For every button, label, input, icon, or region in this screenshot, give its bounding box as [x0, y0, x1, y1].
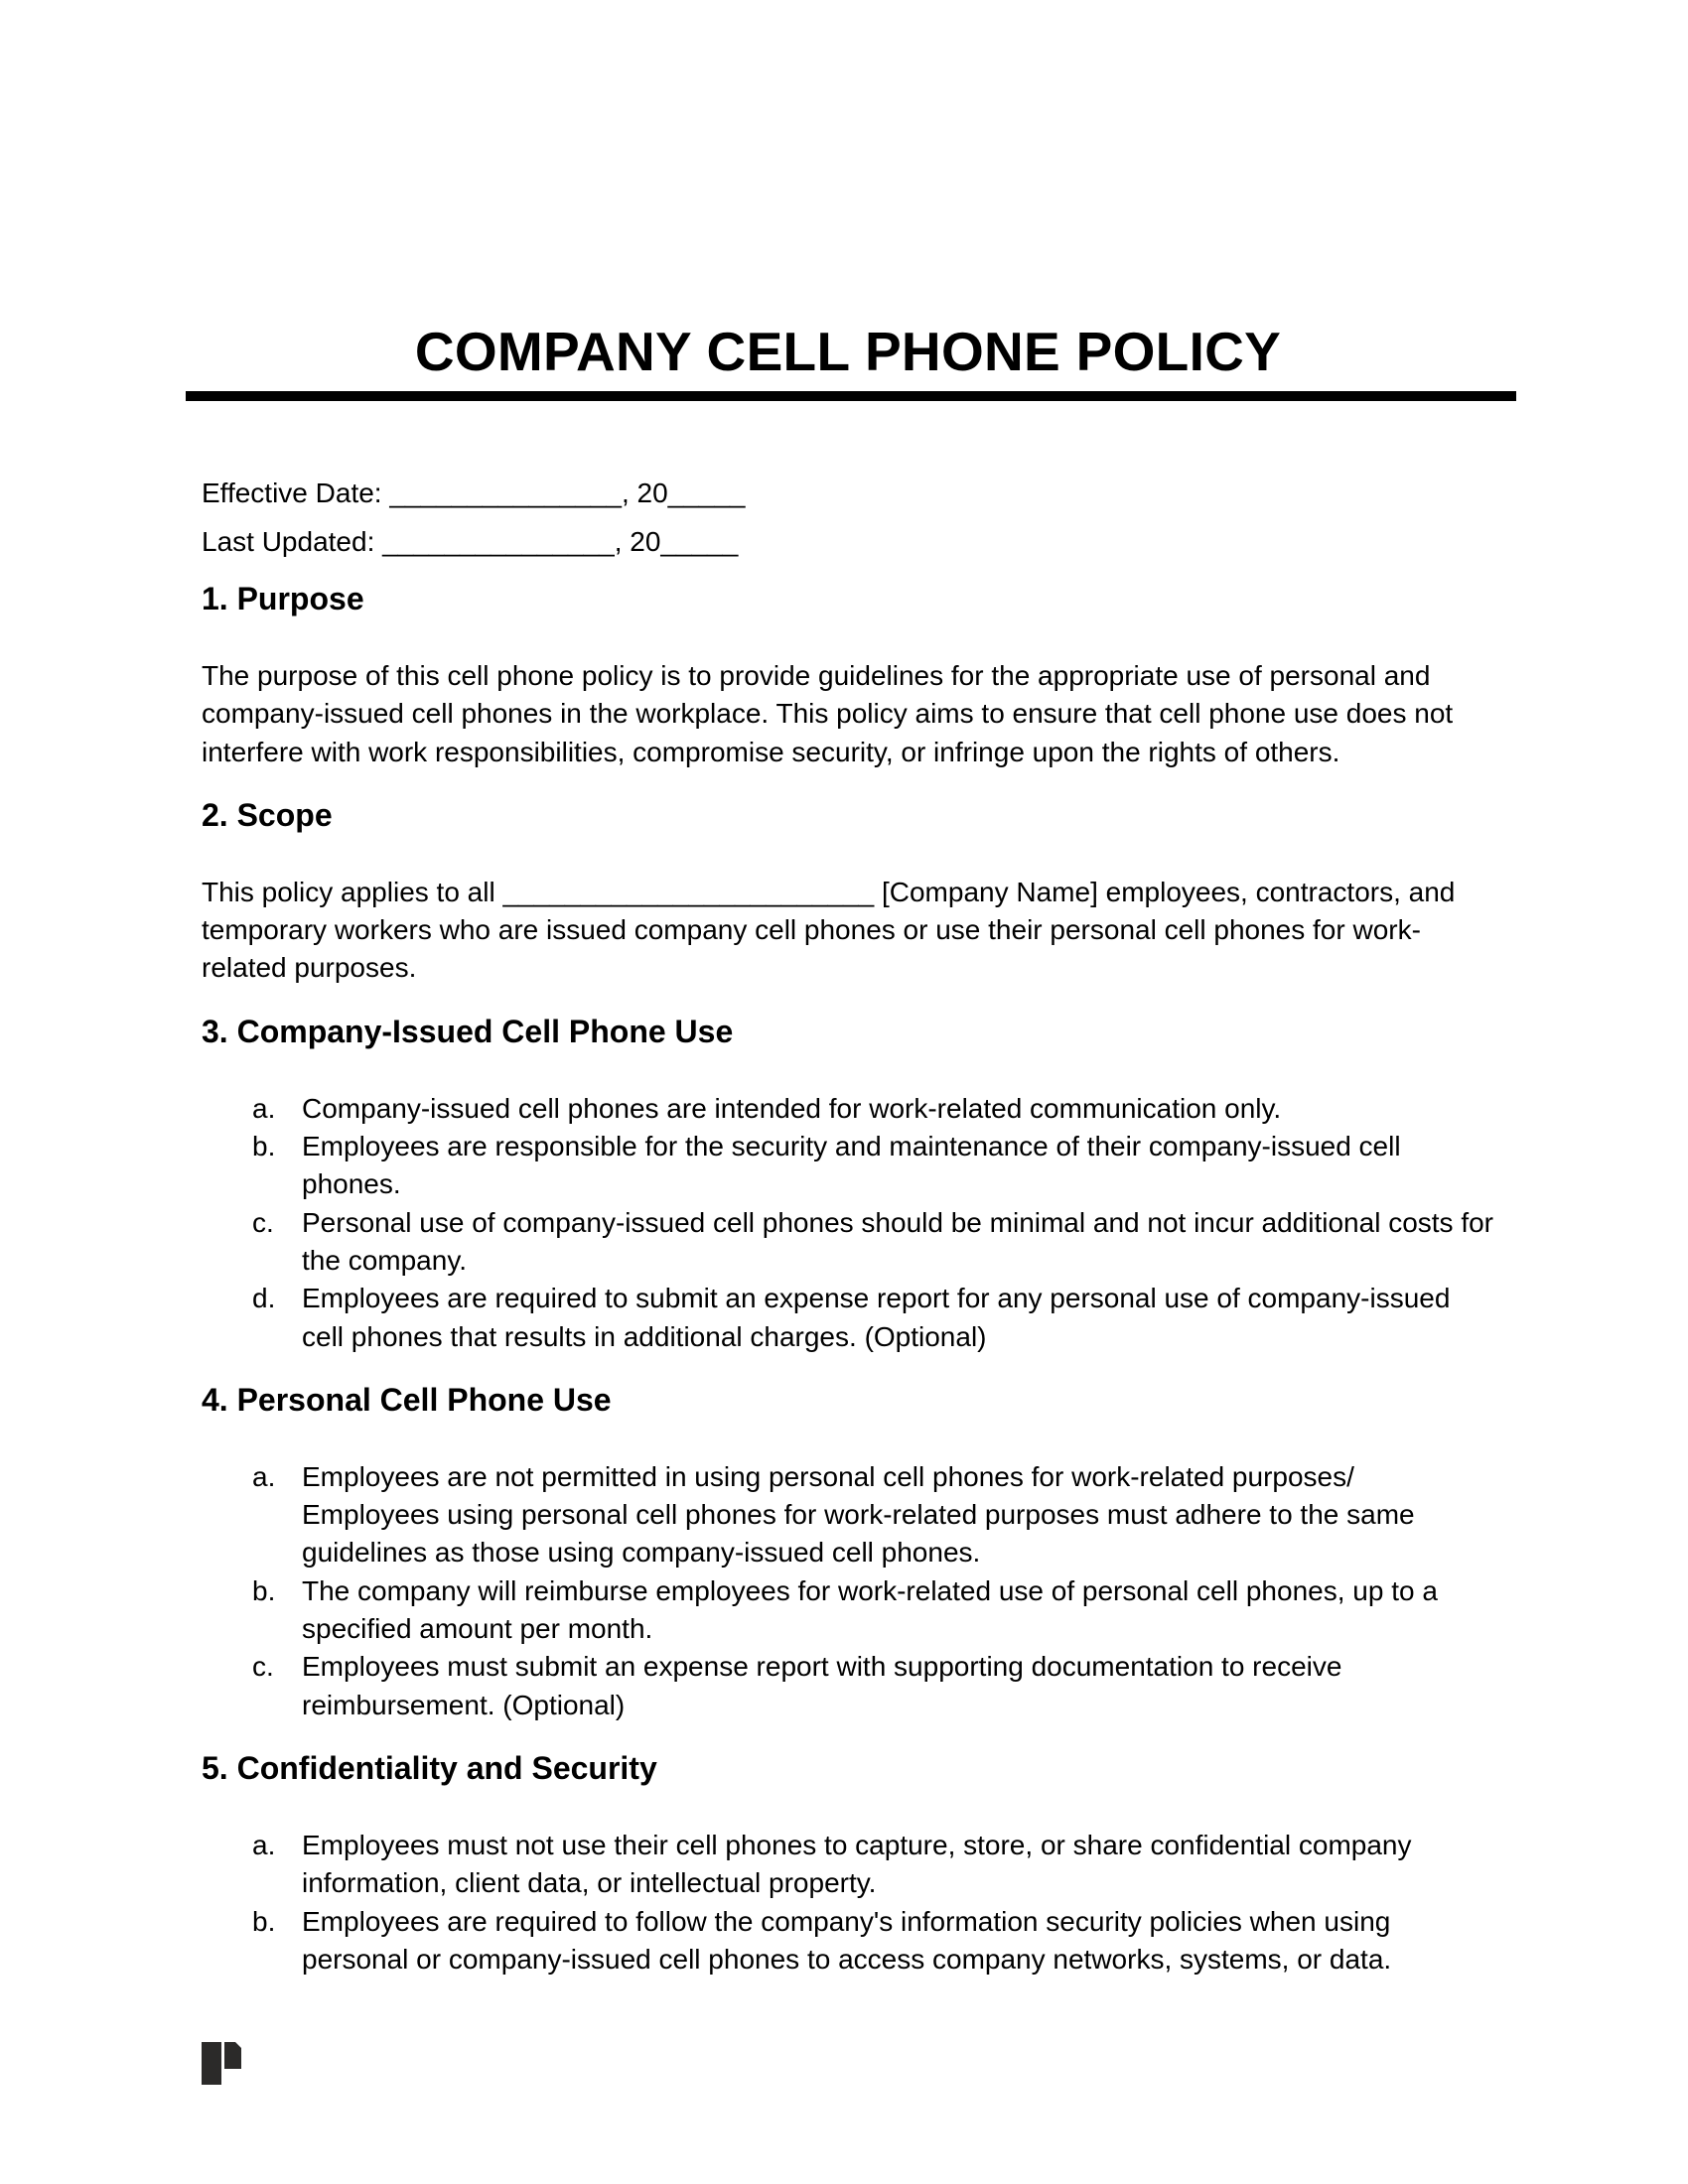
section-heading: 2. Scope	[202, 796, 333, 833]
section-heading: 3. Company-Issued Cell Phone Use	[202, 1013, 734, 1049]
list-item-text: The company will reimburse employees for work-related use of personal cell phones, up to a specified amount per month.	[302, 1574, 1438, 1645]
list-item-text: Employees are responsible for the security and maintenance of their company-issued cell phones.	[302, 1131, 1401, 1200]
list-item-text: Personal use of company-issued cell phones should be minimal and not incur additional costs for the company.	[302, 1206, 1494, 1276]
list-item-text: Employees are required to follow the company's information security policies when using personal or company-issued cell phones to access company networks, systems, or data.	[302, 1905, 1392, 1975]
list-item-text: Employees are not permitted in using personal cell phones for work-related purposes/ Employees using personal cell phones for work-related purposes must adhere to the same guidelines as those using company-issued cell phones.	[302, 1460, 1415, 1569]
list-item-text: Employees must not use their cell phones to capture, store, or share confidential company information, client data, or intellectual property.	[302, 1829, 1412, 1899]
list-item	[202, 1128, 1494, 1204]
list-marker: c.	[252, 1206, 274, 1238]
list-item-text: Employees must submit an expense report with supporting documentation to receive reimbursement. (Optional)	[302, 1651, 1342, 1720]
list-marker: b.	[252, 1131, 276, 1162]
list-item	[202, 1572, 1494, 1649]
last-updated-line: Last Updated: _______________, 20_____	[202, 526, 739, 557]
section-paragraph: The purpose of this cell phone policy is to provide guidelines for the appropriate use of personal and company-issued cell phones in the workplace. This policy aims to ensure that cell phone use does not interfere with work responsibilities, compromise security, or infringe upon the rights of others.	[202, 660, 1454, 767]
section-heading: 5. Confidentiality and Security	[202, 1749, 657, 1786]
section-list	[202, 1458, 1494, 1724]
list-item-text: Company-issued cell phones are intended for work-related communication only.	[302, 1092, 1282, 1124]
effective-date-line: Effective Date: _______________, 20_____	[202, 478, 746, 508]
list-item	[202, 1827, 1494, 1903]
list-marker: b.	[252, 1905, 276, 1937]
list-marker: a.	[252, 1829, 276, 1860]
list-marker: a.	[252, 1460, 276, 1492]
list-item	[202, 1648, 1494, 1724]
date-block	[202, 469, 1494, 566]
list-item	[202, 1090, 1494, 1128]
list-marker: a.	[252, 1092, 276, 1124]
list-item	[202, 1204, 1494, 1281]
list-item	[202, 1903, 1494, 1979]
list-marker: d.	[252, 1283, 276, 1314]
section-list	[202, 1827, 1494, 1979]
section-list	[202, 1090, 1494, 1356]
list-item	[202, 1280, 1494, 1356]
document-title: COMPANY CELL PHONE POLICY	[414, 321, 1282, 382]
list-marker: c.	[252, 1651, 274, 1683]
section-heading: 1. Purpose	[202, 581, 364, 616]
list-item-text: Employees are required to submit an expense report for any personal use of company-issued cell phones that results in additional charges. (Optional)	[302, 1283, 1451, 1352]
list-item	[202, 1458, 1494, 1572]
legal-templates-logo-icon	[202, 2042, 241, 2085]
document-content	[202, 0, 1494, 1979]
title-rule	[186, 391, 1516, 401]
section-heading: 4. Personal Cell Phone Use	[202, 1381, 612, 1418]
sections-container	[202, 580, 1494, 1979]
section-paragraph: This policy applies to all ________________________ [Company Name] employees, contractors, and temporary workers who are issued company cell phones or use their personal cell phones for work-related purposes.	[202, 876, 1456, 984]
list-marker: b.	[252, 1574, 276, 1606]
